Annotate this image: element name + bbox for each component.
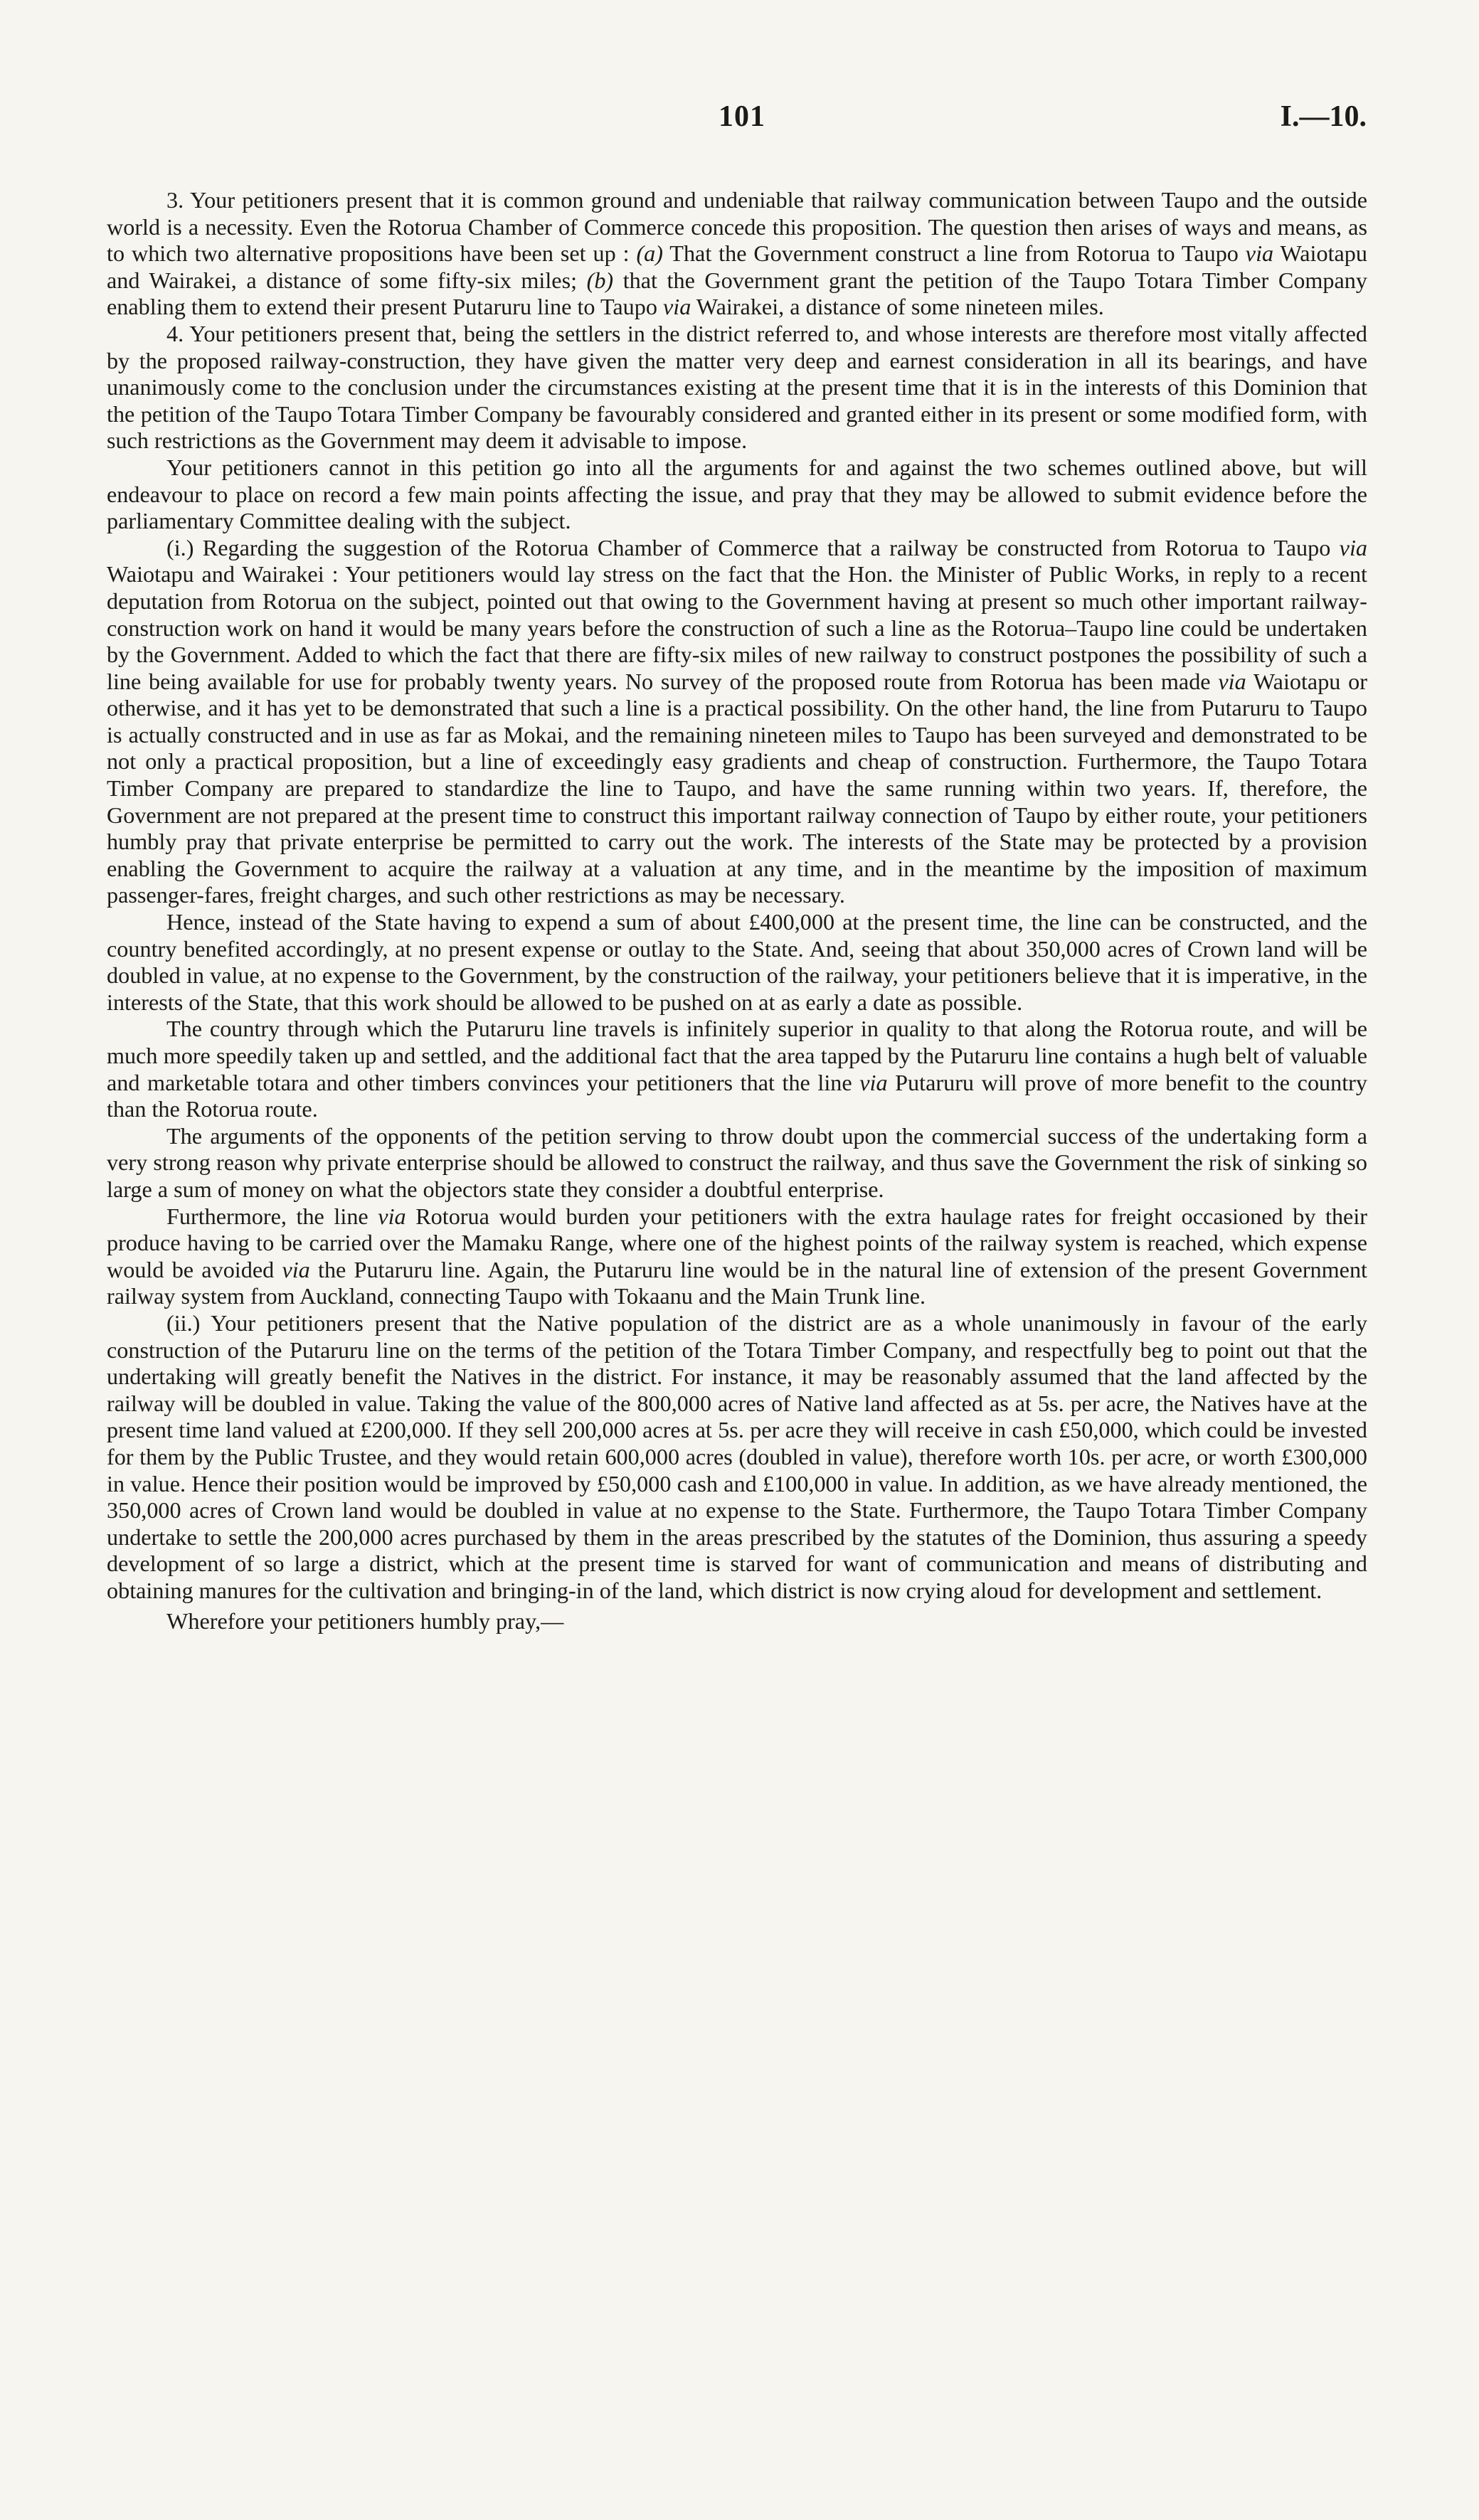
italic-term: via: [859, 1069, 888, 1095]
page-number: 101: [719, 100, 765, 133]
paragraph: The country through which the Putaruru line travels is infinitely superior in quality to that along the Rotorua route, and will be much more speedily taken up and settled, and the additional fact that the area tapped by the Putaruru line contains a hugh belt of valuable and marketable totara and other timbers convinces your petitioners that the line via Putaruru will prove of more benefit to the country than the Rotorua route.: [107, 1016, 1367, 1122]
paragraph: Your petitioners cannot in this petition go into all the arguments for and against the two schemes outlined above, but will endeavour to place on record a few main points affecting the issue, and pray that they may be allowed to submit evidence before the parliamentary Committee dealing with the subject.: [107, 454, 1367, 534]
paragraph: (i.) Regarding the suggestion of the Rotorua Chamber of Commerce that a railway be constructed from Rotorua to Taupo via Waiotapu and Wairakei : Your petitioners would lay stress on the fact that the Hon. the Minister of Public Works, in reply to a recent deputation from Rotorua on the subject, pointed out that owing to the Government having at present so much other important railway-construction work on hand it would be many years before the construction of such a line as the Rotorua–Taupo line could be undertaken by the Government. Added to which the fact that there are fifty-six miles of new railway to construct postpones the possibility of such a line being available for use for probably twenty years. No survey of the proposed route from Rotorua has been made via Waiotapu or otherwise, and it has yet to be demonstrated that such a line is a practical possibility. On the other hand, the line from Putaruru to Taupo is actually constructed and in use as far as Mokai, and the remaining nineteen miles to Taupo has been surveyed and demonstrated to be not only a practical proposition, but a line of exceedingly easy gradients and cheap of construction. Furthermore, the Taupo Totara Timber Company are prepared to standardize the line to Taupo, and have the same running within two years. If, therefore, the Government are not prepared at the present time to construct this important railway connection of Taupo by either route, your petitioners humbly pray that private enterprise be permitted to carry out the work. The interests of the State may be protected by a provision enabling the Government to acquire the railway at a valuation at any time, and in the meantime by the imposition of maximum passenger-fares, freight charges, and such other restrictions as may be necessary.: [107, 534, 1367, 908]
italic-term: via: [1339, 534, 1367, 560]
paragraph: 4. Your petitioners present that, being the settlers in the district referred to, and whose interests are therefore most vitally affected by the proposed railway-construction, they have given the matter very deep and earnest consideration in all its bearings, and have unanimously come to the conclusion under the circumstances existing at the present time that it is in the interests of this Dominion that the petition of the Taupo Totara Timber Company be favourably considered and granted either in its present or some modified form, with such restrictions as the Government may deem it advisable to impose.: [107, 320, 1367, 454]
paragraph: (ii.) Your petitioners present that the Native population of the district are as a whole unanimously in favour of the early construction of the Putaruru line on the terms of the petition of the Totara Timber Company, and respectfully beg to point out that the undertaking will greatly benefit the Natives in the district. For instance, it may be reasonably assumed that the land affected by the railway will be doubled in value. Taking the value of the 800,000 acres of Native land affected as at 5s. per acre, the Natives have at the present time land valued at £200,000. If they sell 200,000 acres at 5s. per acre they will receive in cash £50,000, which could be invested for them by the Public Trustee, and they would retain 600,000 acres (doubled in value), therefore worth 10s. per acre, or worth £300,000 in value. Hence their position would be improved by £50,000 cash and £100,000 in value. In addition, as we have already mentioned, the 350,000 acres of Crown land would be doubled in value at no expense to the State. Furthermore, the Taupo Totara Timber Company undertake to settle the 200,000 acres purchased by them in the areas prescribed by the statutes of the Dominion, thus assuring a speedy development of so large a district, which at the present time is starved for want of communication and means of distributing and obtaining manures for the cultivation and bringing-in of the land, which district is now crying aloud for development and settlement.: [107, 1309, 1367, 1603]
italic-term: via: [662, 294, 691, 320]
italic-term: via: [1218, 668, 1246, 694]
italic-term: via: [378, 1203, 406, 1229]
paragraph: Furthermore, the line via Rotorua would burden your petitioners with the extra haulage rates for freight occasioned by their produce having to be carried over the Mamaku Range, where one of the highest points of the railway system is reached, which expense would be avoided via the Putaruru line. Again, the Putaruru line would be in the natural line of extension of the present Government railway system from Auckland, connecting Taupo with Tokaanu and the Main Trunk line.: [107, 1203, 1367, 1309]
paragraph: 3. Your petitioners present that it is common ground and undeniable that railway communication between Taupo and the outside world is a necessity. Even the Rotorua Chamber of Commerce concede this proposition. The question then arises of ways and means, as to which two alternative propositions have been set up : (a) That the Government construct a line from Rotorua to Taupo via Waiotapu and Wairakei, a distance of some fifty-six miles; (b) that the Government grant the petition of the Taupo Totara Timber Company enabling them to extend their present Putaruru line to Taupo via Wairakei, a distance of some nineteen miles.: [107, 187, 1367, 320]
paper-reference: I.—10.: [1280, 100, 1367, 133]
paragraph: Hence, instead of the State having to expend a sum of about £400,000 at the present time, the line can be constructed, and the country benefited accordingly, at no present expense or outlay to the State. And, seeing that about 350,000 acres of Crown land will be doubled in value, at no expense to the Government, by the construction of the railway, your petitioners believe that it is imperative, in the interests of the State, that this work should be allowed to be pushed on at as early a date as possible.: [107, 909, 1367, 1015]
paragraph: The arguments of the opponents of the petition serving to throw doubt upon the commercial success of the undertaking form a very strong reason why private enterprise should be allowed to construct the railway, and thus save the Government the risk of sinking so large a sum of money on what the objectors state they consider a doubtful enterprise.: [107, 1122, 1367, 1202]
body-text: [107, 187, 1367, 1635]
italic-term: (a): [636, 240, 663, 267]
closing-paragraph: Wherefore your petitioners humbly pray,—: [166, 1608, 564, 1634]
page-header: [0, 100, 1479, 142]
italic-term: via: [1245, 240, 1274, 267]
italic-term: (b): [586, 267, 614, 293]
italic-term: via: [282, 1256, 310, 1282]
